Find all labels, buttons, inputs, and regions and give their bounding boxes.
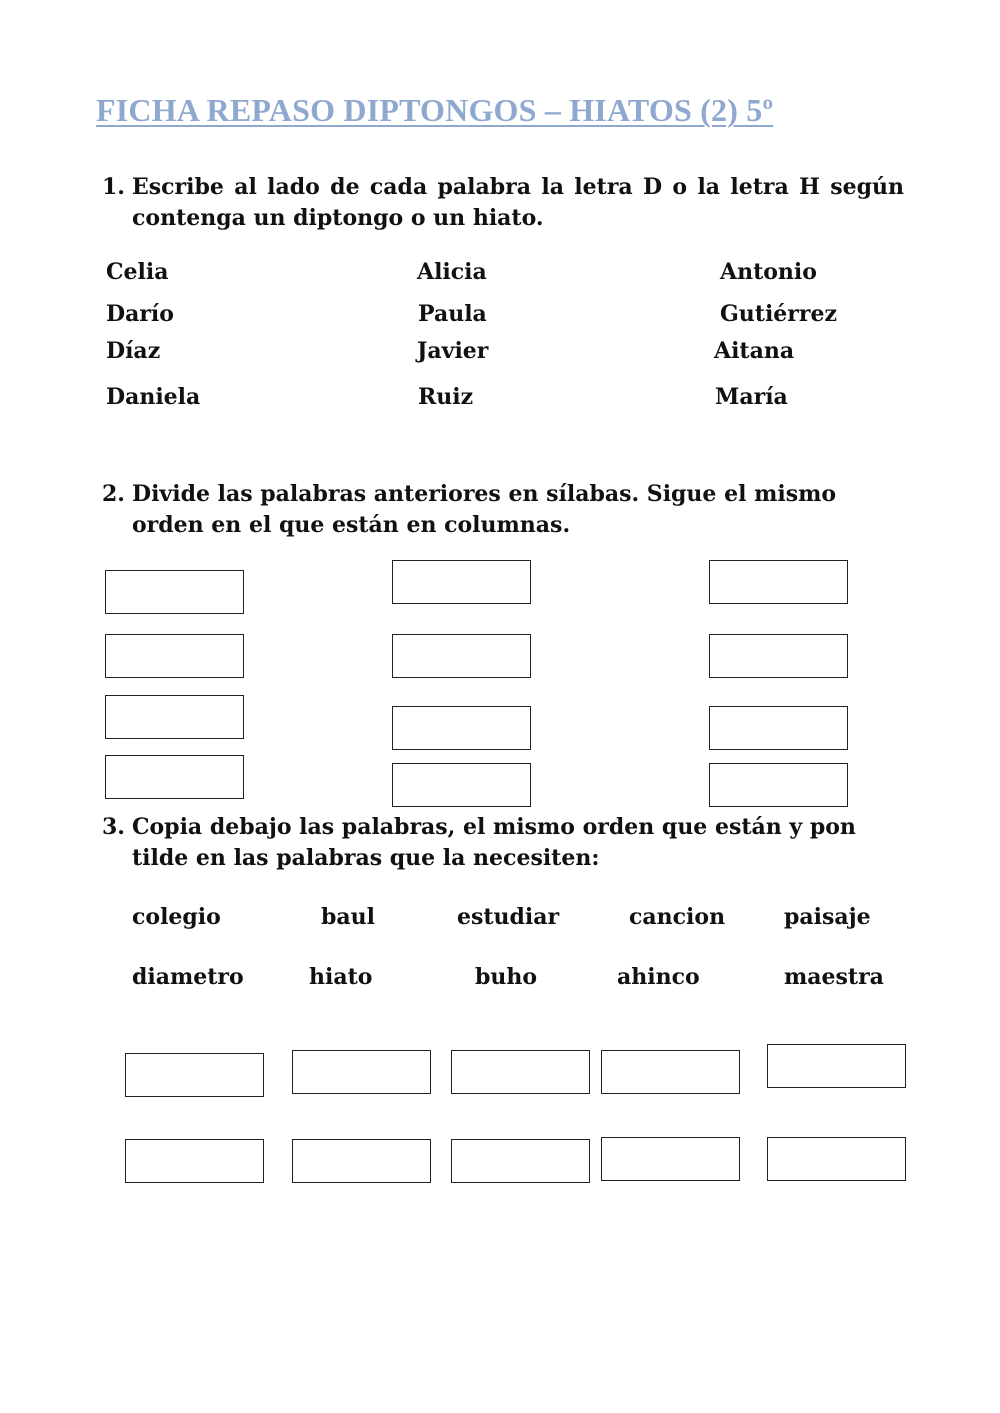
accent-answer-box[interactable] [451, 1050, 590, 1094]
syllable-answer-box[interactable] [105, 570, 244, 614]
question-1 [102, 172, 904, 234]
question-3 [102, 812, 912, 874]
question-2-text: Divide las palabras anteriores en sílabas. Sigue el mismo orden en el que están en columnas. [132, 481, 837, 538]
q1-word-gutierrez: Gutiérrez [720, 301, 837, 327]
syllable-answer-box[interactable] [709, 706, 848, 750]
question-1-number: 1. [102, 174, 125, 200]
q1-word-javier: Javier [417, 338, 489, 364]
accent-answer-box[interactable] [767, 1137, 906, 1181]
question-2 [102, 479, 912, 541]
syllable-answer-box[interactable] [392, 560, 531, 604]
q1-word-maria: María [715, 384, 788, 410]
question-3-number: 3. [102, 814, 125, 840]
q1-word-paula: Paula [418, 301, 487, 327]
q3-word-buho: buho [475, 964, 538, 990]
q1-word-alicia: Alicia [417, 259, 487, 285]
q3-word-paisaje: paisaje [784, 904, 871, 930]
syllable-answer-box[interactable] [392, 763, 531, 807]
q3-word-cancion: cancion [629, 904, 726, 930]
syllable-answer-box[interactable] [105, 755, 244, 799]
q3-word-ahinco: ahinco [617, 964, 700, 990]
accent-answer-box[interactable] [601, 1137, 740, 1181]
q1-word-aitana: Aitana [714, 338, 795, 364]
q3-word-colegio: colegio [132, 904, 221, 930]
syllable-answer-box[interactable] [709, 560, 848, 604]
accent-answer-box[interactable] [601, 1050, 740, 1094]
q1-word-antonio: Antonio [720, 259, 817, 285]
syllable-answer-box[interactable] [105, 695, 244, 739]
syllable-answer-box[interactable] [105, 634, 244, 678]
q1-word-daniela: Daniela [106, 384, 201, 410]
syllable-answer-box[interactable] [709, 763, 848, 807]
q3-word-maestra: maestra [784, 964, 884, 990]
question-3-text: Copia debajo las palabras, el mismo orden que están y pon tilde en las palabras que la necesiten: [132, 814, 856, 871]
accent-answer-box[interactable] [125, 1053, 264, 1097]
accent-answer-box[interactable] [767, 1044, 906, 1088]
page-title: FICHA REPASO DIPTONGOS – HIATOS (2) 5º [96, 92, 774, 128]
accent-answer-box[interactable] [451, 1139, 590, 1183]
syllable-answer-box[interactable] [709, 634, 848, 678]
q3-word-diametro: diametro [132, 964, 244, 990]
q1-word-dario: Darío [106, 301, 174, 327]
q3-word-estudiar: estudiar [457, 904, 560, 930]
syllable-answer-box[interactable] [392, 706, 531, 750]
syllable-answer-box[interactable] [392, 634, 531, 678]
q3-word-baul: baul [321, 904, 375, 930]
question-2-number: 2. [102, 481, 125, 507]
q1-word-diaz: Díaz [106, 338, 161, 364]
accent-answer-box[interactable] [125, 1139, 264, 1183]
question-1-text: Escribe al lado de cada palabra la letra D o la letra H según contenga un diptongo o un hiato. [132, 174, 904, 231]
accent-answer-box[interactable] [292, 1050, 431, 1094]
accent-answer-box[interactable] [292, 1139, 431, 1183]
q3-word-hiato: hiato [309, 964, 373, 990]
q1-word-celia: Celia [106, 259, 169, 285]
q1-word-ruiz: Ruiz [418, 384, 474, 410]
